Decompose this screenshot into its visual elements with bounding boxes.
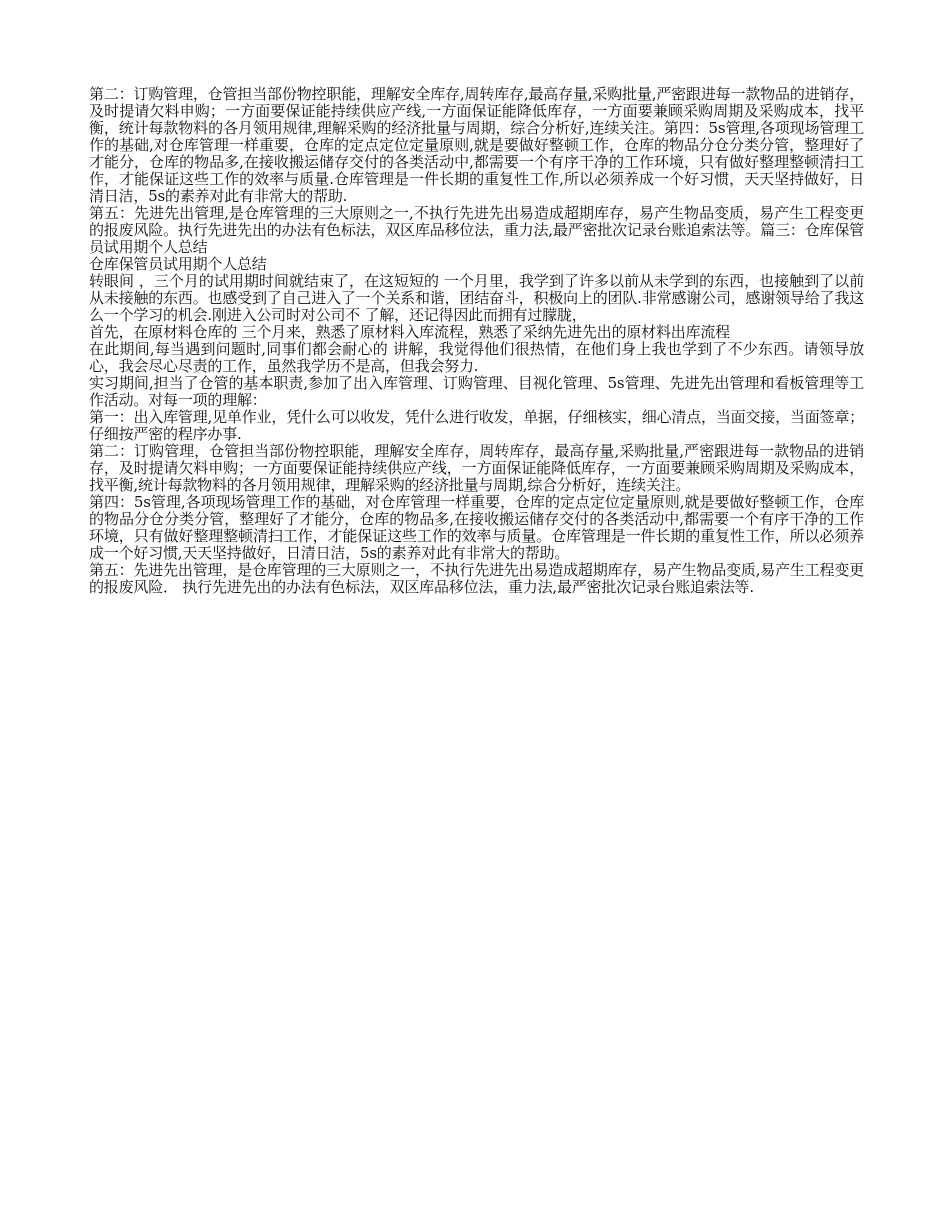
paragraph-item-five: 第五：先进先出管理，是仓库管理的三大原则之一，不执行先进先出易造成超期库存，易产生物品变质,易产生工程变更的报废风险． 执行先进先出的办法有色标法，双区库品移位法，重力法,最严密批次记录台账追索法等. bbox=[89, 561, 864, 596]
paragraph-intro: 转眼间 ，三个月的试用期时间就结束了，在这短短的 一个月里，我学到了许多以前从未学到的东西，也接触到了以前从未接触的东西。也感受到了自己进入了一个关系和谐，团结奋斗，积极向上的团队.非常感谢公司，感谢领导给了我这么一个学习的机会.刚进入公司时对公司不 了解，还记得因此而拥有过朦胧， bbox=[89, 272, 864, 324]
paragraph-item-one: 第一：出入库管理,见单作业，凭什么可以收发，凭什么进行收发，单据，仔细核实，细心清点，当面交接，当面签章； 仔细按严密的程序办事. bbox=[89, 408, 864, 443]
section-title: 仓库保管员试用期个人总结 bbox=[89, 255, 267, 273]
paragraph-colleagues: 在此期间,每当遇到问题时,同事们都会耐心的 讲解，我觉得他们很热情，在他们身上我也学到了不少东西。请领导放心，我会尽心尽责的工作，虽然我学历不是高，但我会努力. bbox=[89, 340, 864, 375]
paragraph-internship: 实习期间,担当了仓管的基本职责,参加了出入库管理、订购管理、目视化管理、5s管理、先进先出管理和看板管理等工作活动。对每一项的理解： bbox=[89, 374, 864, 409]
paragraph-first: 首先，在原材料仓库的 三个月来，熟悉了原材料入库流程，熟悉了采纳先进先出的原材料出库流程 bbox=[89, 323, 730, 341]
paragraph-item-two: 第二：订购管理，仓管担当部份物控职能，理解安全库存，周转库存，最高存量,采购批量,严密跟进每一款物品的进销存，及时提请欠料申购；一方面要保证能持续供应产线，一方面保证能降低库存，一方面要兼顾采购周期及采购成本，找平衡,统计每款物料的各月领用规律，理解采购的经济批量与周期,综合分析好，连续关注。 bbox=[89, 442, 864, 494]
paragraph-ordering-and-5s: 第二：订购管理，仓管担当部份物控职能，理解安全库存,周转库存,最高存量,采购批量,严密跟进每一款物品的进销存，及时提请欠料申购；一方面要保证能持续供应产线,一方面保证能降低库存，一方面要兼顾采购周期及采购成本，找平衡，统计每款物料的各月领用规律,理解采购的经济批量与周期，综合分析好,连续关注。第四：5s管理,各项现场管理工作的基础,对仓库管理一样重要，仓库的定点定位定量原则,就是要做好整顿工作，仓库的物品分仓分类分管，整理好了才能分，仓库的物品多,在接收搬运储存交付的各类活动中,都需要一个有序干净的工作环境，只有做好整理整顿清扫工作，才能保证这些工作的效率与质量.仓库管理是一件长期的重复性工作,所以必须养成一个好习惯，天天坚持做好，日清日洁，5s的素养对此有非常大的帮助. bbox=[89, 85, 864, 205]
paragraph-fifo: 第五：先进先出管理,是仓库管理的三大原则之一,不执行先进先出易造成超期库存，易产生物品变质，易产生工程变更的报废风险。执行先进先出的办法有色标法，双区库品移位法，重力法,最严密批次记录台账追索法等。篇三：仓库保管员试用期个人总结 bbox=[89, 204, 864, 256]
paragraph-item-four: 第四：5s管理,各项现场管理工作的基础，对仓库管理一样重要，仓库的定点定位定量原则,就是要做好整顿工作，仓库的物品分仓分类分管，整理好了才能分，仓库的物品多,在接收搬运储存交付的各类活动中,都需要一个有序干净的工作环境，只有做好整理整顿清扫工作，才能保证这些工作的效率与质量。仓库管理是一件长期的重复性工作，所以必须养成一个好习惯,天天坚持做好，日清日洁，5s的素养对此有非常大的帮助。 bbox=[89, 493, 864, 562]
document-body bbox=[89, 86, 864, 596]
